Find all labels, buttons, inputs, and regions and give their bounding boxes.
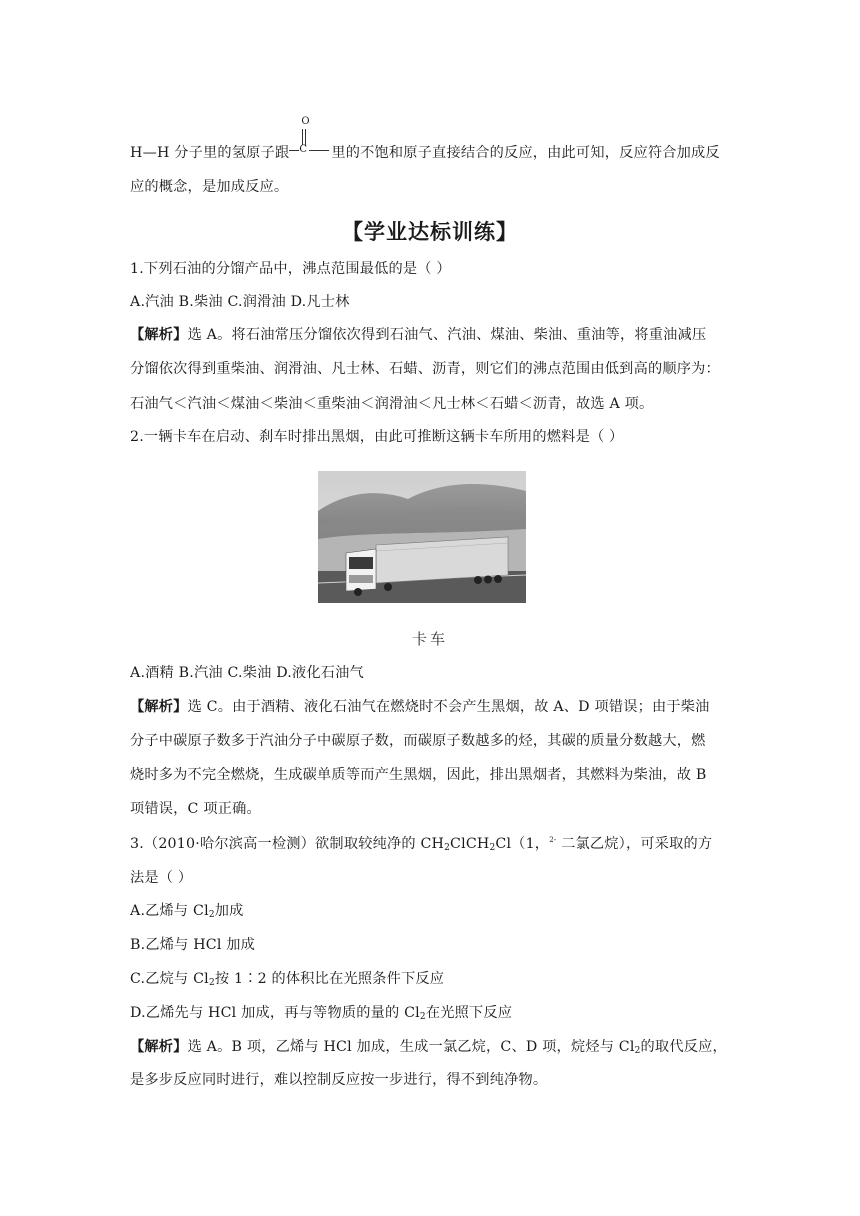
intro-line-1 — [130, 116, 740, 163]
analysis-label: 【解析】 — [130, 1039, 188, 1055]
stem-part: ClCH — [450, 836, 490, 852]
analysis-text: 选 A。B 项，乙烯与 HCl 加成，生成一氯乙烷，C、D 项，烷烃与 Cl — [187, 1039, 635, 1055]
q2-analysis-line-3: 烧时多为不完全燃烧，生成碳单质等而产生黑烟，因此，排出黑烟者，其燃料为柴油，故 B — [130, 767, 707, 783]
subscript: 2 — [489, 843, 496, 853]
intro-line-2: 应的概念，是加成反应。 — [130, 179, 289, 195]
analysis-text: 选 C。由于酒精、液化石油气在燃烧时不会产生黑烟，故 A、D 项错误；由于柴油 — [187, 699, 710, 715]
bond-right — [309, 150, 329, 151]
bond-left — [289, 150, 299, 151]
option-text: C.乙烷与 Cl — [130, 971, 209, 987]
q2-options: A.酒精 B.汽油 C.柴油 D.液化石油气 — [130, 665, 364, 681]
q3-option-b: B.乙烯与 HCl 加成 — [130, 937, 256, 953]
superscript: 2- — [549, 836, 557, 844]
q1-options: A.汽油 B.柴油 C.润滑油 D.凡士林 — [130, 294, 350, 310]
stem-part: Cl（1， — [495, 836, 550, 852]
option-text: A.乙烯与 Cl — [130, 903, 209, 919]
subscript: 2 — [419, 1012, 426, 1022]
option-text: 按 1∶2 的体积比在光照条件下反应 — [214, 971, 445, 987]
q2-analysis-line-4: 项错误，C 项正确。 — [130, 801, 261, 817]
q3-stem-line-2: 法是（ ） — [130, 870, 193, 886]
q3-analysis-line-2: 是多步反应同时进行，难以控制反应按一步进行，得不到纯净物。 — [130, 1072, 548, 1088]
q1-analysis-line-1 — [130, 325, 740, 345]
option-text: D.乙烯先与 HCl 加成，再与等物质的量的 Cl — [130, 1005, 420, 1021]
double-bond — [302, 129, 306, 145]
analysis-text: 选 A。将石油常压分馏依次得到石油气、汽油、煤油、柴油、重油等，将重油减压 — [187, 327, 707, 343]
q3-option-c — [130, 969, 740, 989]
q2-analysis-line-2: 分子中碳原子数多于汽油分子中碳原子数，而碳原子数越多的烃，其碳的质量分数越大，燃 — [130, 733, 706, 749]
q3-option-a — [130, 901, 740, 921]
truck-photo — [318, 471, 526, 603]
q3-stem-line-1 — [130, 834, 740, 854]
intro-text-a: H—H 分子里的氢原子跟 — [130, 145, 290, 161]
stem-part: 3.（2010·哈尔滨高一检测）欲制取较纯净的 CH — [130, 836, 445, 852]
subscript: 2 — [444, 843, 451, 853]
q2-analysis-line-1 — [130, 697, 740, 717]
analysis-label: 【解析】 — [130, 327, 188, 343]
intro-text-b: 里的不饱和原子直接结合的反应，由此可知，反应符合加成反 — [331, 145, 720, 161]
q1-analysis-line-2: 分馏依次得到重柴油、润滑油、凡士林、石蜡、沥青，则它们的沸点范围由低到高的顺序为： — [130, 361, 720, 377]
q1-stem: 1.下列石油的分馏产品中，沸点范围最低的是（ ） — [130, 261, 451, 277]
analysis-label: 【解析】 — [130, 699, 188, 715]
carbonyl-carbon: C — [299, 144, 308, 155]
subscript: 2 — [208, 910, 215, 920]
option-text: 加成 — [214, 903, 244, 919]
carbonyl-oxygen: O — [301, 116, 310, 127]
q1-analysis-line-3: 石油气＜汽油＜煤油＜柴油＜重柴油＜润滑油＜凡士林＜石蜡＜沥青，故选 A 项。 — [130, 396, 654, 412]
stem-part: 二氯乙烷），可采取的方 — [556, 836, 713, 852]
subscript: 2 — [208, 978, 215, 988]
subscript: 2 — [634, 1046, 641, 1056]
section-title: 【学业达标训练】 — [342, 220, 518, 244]
q3-option-d — [130, 1003, 740, 1023]
q3-analysis-line-1 — [130, 1037, 740, 1057]
q2-stem: 2.一辆卡车在启动、刹车时排出黑烟，由此可推断这辆卡车所用的燃料是（ ） — [130, 429, 624, 445]
analysis-text: 的取代反应， — [640, 1039, 727, 1055]
image-caption: 卡车 — [411, 630, 448, 648]
carbonyl-structure — [289, 116, 331, 163]
option-text: 在光照下反应 — [425, 1005, 513, 1021]
